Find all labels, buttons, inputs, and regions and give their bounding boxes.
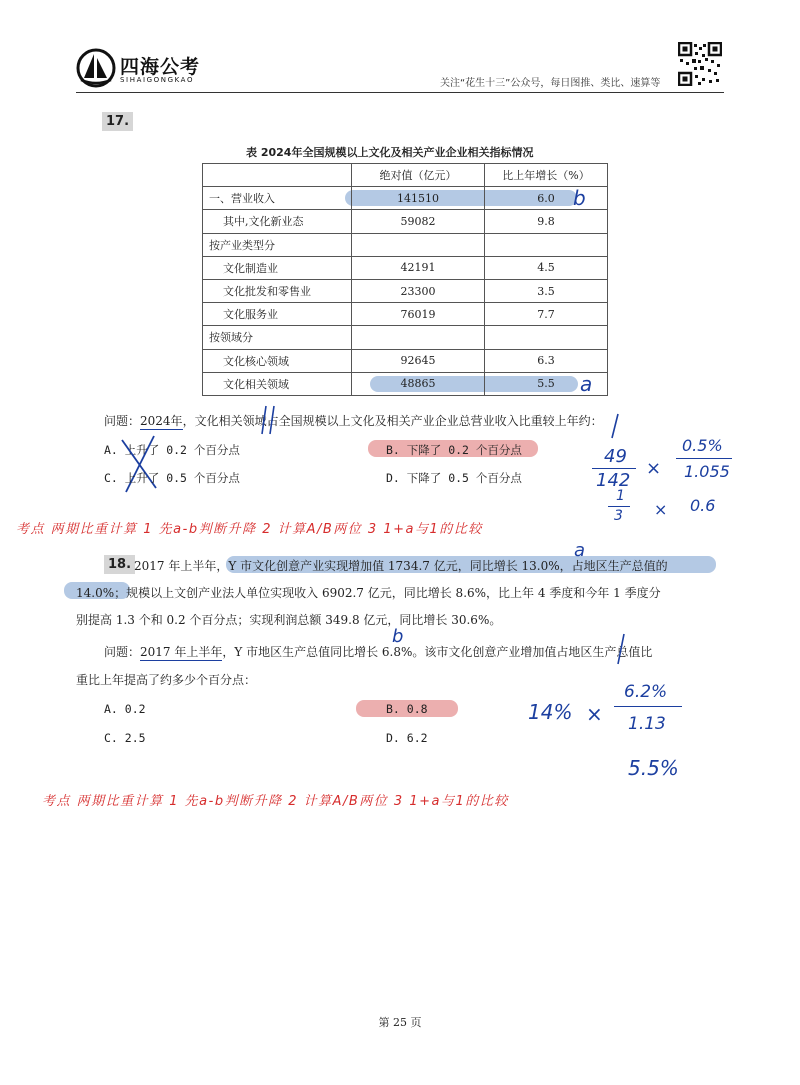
table-header-row [203,164,608,187]
option-18-d[interactable]: D. 6.2 [386,731,428,745]
option-17-b[interactable]: B. 下降了 0.2 个百分点 [386,443,522,457]
cell-growth [485,326,608,349]
cell-absolute: 23300 [352,279,485,302]
ink-fraction3-line [608,506,630,507]
underlined-year: 2024年 [140,414,183,428]
row-label: 文化核心领域 [223,354,289,368]
handwritten-slash-marks [258,402,288,438]
handwritten-mark-a: a [580,372,593,396]
table-row [203,303,608,326]
header-note: 关注“花生十三”公众号，每日图推、类比、速算等 [440,78,661,89]
table-row [203,349,608,372]
option-18-c[interactable]: C. 2.5 [104,731,146,745]
ink-fraction2-den: 1.055 [684,462,730,481]
question-18-text: 问题：2017 年上半年，Y 市地区生产总值同比增长 6.8%。该市文化创意产业增加值占地区生产总值比 [104,645,653,659]
row-label: 文化服务业 [223,308,278,322]
table-row [203,372,608,395]
cell-growth: 5.5 [485,372,608,395]
ink-fraction1-num: 49 [604,446,627,467]
question-number-17: 17. [102,112,133,131]
logo-text: 四海公考 [120,56,201,78]
option-17-d[interactable]: D. 下降了 0.5 个百分点 [386,471,522,485]
table-row [203,187,608,210]
cell-growth: 3.5 [485,279,608,302]
row-label: 按领域分 [209,331,253,345]
cell-growth [485,233,608,256]
ink-fraction2-num: 0.5% [682,436,723,455]
option-17-a[interactable]: A. 上升了 0.2 个百分点 [104,443,240,457]
qr-code-icon [678,42,722,86]
row-label: 文化制造业 [223,261,278,275]
page-number: 第 25 页 [378,1016,422,1029]
ink-times-2: × [654,500,668,519]
ink-fraction3-num: 1 [616,488,625,504]
handwritten-mark-b: b [573,186,586,210]
cell-absolute: 141510 [352,187,485,210]
table-title: 表 2024年全国规模以上文化及相关产业企业相关指标情况 [246,146,534,159]
exam-point-note-2: 考点 两期比重计算 1 先a-b判断升降 2 计算A/B两位 3 1+a与1的比较 [42,794,509,809]
table-row [203,279,608,302]
ink-18-frac-den: 1.13 [628,714,666,734]
ink-18-left: 14% [528,700,573,724]
cell-absolute: 48865 [352,372,485,395]
q18-paragraph-line2: 14.0%；规模以上文创产业法人单位实现收入 6902.7 亿元，同比增长 8.6%，比上年 4 季度和今年 1 季度分 [76,586,661,600]
handwritten-tick-18 [614,632,630,668]
ink-fraction2-line [676,458,732,459]
cell-absolute [352,233,485,256]
cell-absolute: 42191 [352,256,485,279]
option-18-b[interactable]: B. 0.8 [386,702,428,716]
row-label: 文化批发和零售业 [223,285,311,299]
ink-fraction1-den: 142 [596,470,631,491]
question-18-text-line2: 重比上年提高了约多少个百分点： [76,673,257,687]
row-label: 其中,文化新业态 [223,215,304,229]
question-number-18: 18. [104,555,135,574]
cell-growth: 6.0 [485,187,608,210]
q18-paragraph-line3: 别提高 1.3 个和 0.2 个百分点；实现利润总额 349.8 亿元，同比增长 30.6%。 [76,613,502,627]
header-divider [76,92,724,93]
sailboat-logo-icon [76,48,116,88]
ink-times-1: × [646,458,662,479]
option-17-c[interactable]: C. 上升了 0.5 个百分点 [104,471,240,485]
header-growth: 比上年增长（%） [485,164,608,187]
option-18-a[interactable]: A. 0.2 [104,702,146,716]
row-label: 一、营业收入 [209,192,275,206]
underlined-period: 2017 年上半年 [140,645,223,659]
ink-18-frac-num: 6.2% [624,682,668,702]
handwritten-tick [608,412,624,440]
table-row [203,326,608,349]
logo-subtext: SIHAIGONGKAO [120,76,195,84]
handwritten-mark-b-18: b [392,626,404,647]
table-row [203,233,608,256]
question-17-text: 问题：2024年，文化相关领域占全国规模以上文化及相关产业企业总营业收入比重较上年约： [104,414,603,428]
row-label: 按产业类型分 [209,238,275,252]
ink-18-result: 5.5% [628,756,679,780]
exam-point-note-1: 考点 两期比重计算 1 先a-b判断升降 2 计算A/B两位 3 1+a与1的比较 [16,522,483,537]
cross-out-mark-icon [118,432,162,496]
ink-fraction3-den: 3 [614,508,623,524]
ink-value: 0.6 [690,496,716,515]
cell-absolute [352,326,485,349]
ink-18-times: × [586,702,603,726]
cell-absolute: 92645 [352,349,485,372]
cell-growth: 7.7 [485,303,608,326]
indicator-table [202,163,608,396]
header-absolute: 绝对值（亿元） [352,164,485,187]
q18-paragraph-line1: 2017 年上半年，Y 市文化创意产业实现增加值 1734.7 亿元，同比增长 13.0%，占地区生产总值的 [134,559,668,573]
cell-growth: 9.8 [485,210,608,233]
ink-18-frac-line [614,706,682,707]
table-row [203,210,608,233]
cell-growth: 6.3 [485,349,608,372]
cell-absolute: 76019 [352,303,485,326]
cell-absolute: 59082 [352,210,485,233]
handwritten-mark-a-18: a [574,540,586,561]
cell-growth: 4.5 [485,256,608,279]
row-label: 文化相关领域 [223,377,289,391]
table-row [203,256,608,279]
ink-fraction1-line [592,468,636,469]
